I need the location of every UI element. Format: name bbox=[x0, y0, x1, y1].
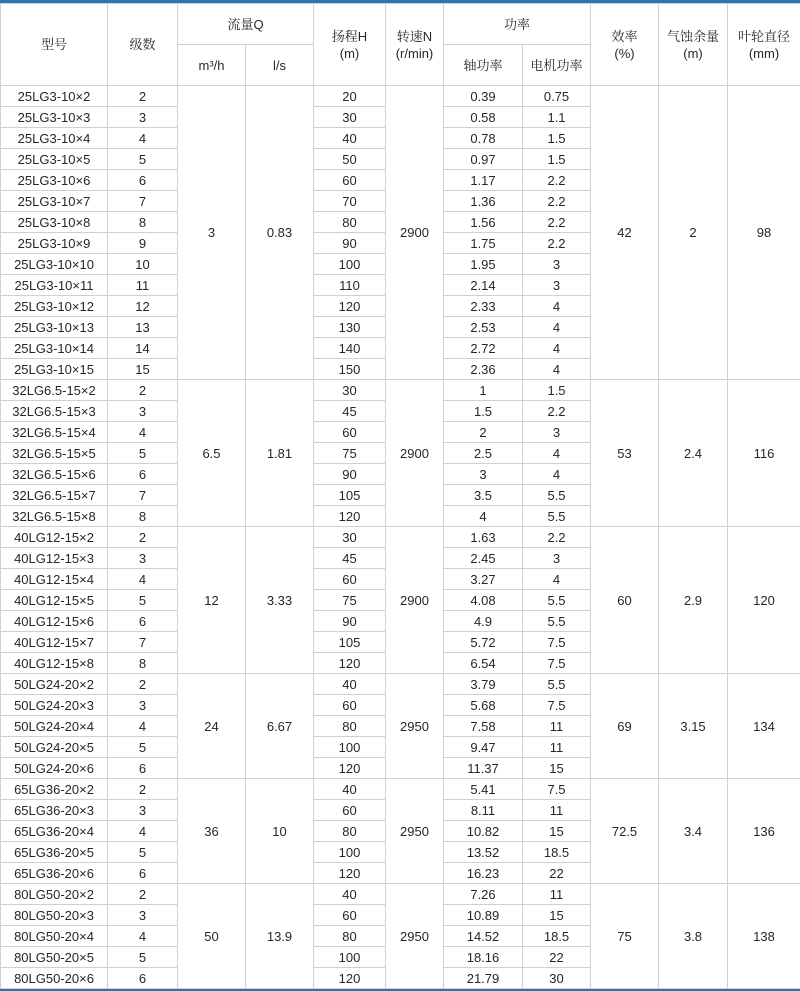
stages-cell: 11 bbox=[108, 275, 178, 296]
model-cell: 25LG3-10×15 bbox=[1, 359, 108, 380]
stages-cell: 2 bbox=[108, 527, 178, 548]
pump-spec-table bbox=[0, 3, 800, 989]
stages-cell: 5 bbox=[108, 443, 178, 464]
head-cell: 40 bbox=[314, 674, 386, 695]
npsh-cell: 3.15 bbox=[659, 674, 728, 779]
motor-power-cell: 4 bbox=[523, 338, 591, 359]
head-col-title: 扬程H bbox=[332, 29, 367, 44]
motor-power-cell: 1.5 bbox=[523, 380, 591, 401]
head-cell: 20 bbox=[314, 86, 386, 107]
head-cell: 90 bbox=[314, 464, 386, 485]
motor-power-cell: 4 bbox=[523, 569, 591, 590]
stages-cell: 8 bbox=[108, 506, 178, 527]
motor-power-cell: 11 bbox=[523, 716, 591, 737]
col-header-efficiency bbox=[591, 4, 659, 86]
head-cell: 80 bbox=[314, 926, 386, 947]
npsh-cell: 3.4 bbox=[659, 779, 728, 884]
head-cell: 105 bbox=[314, 632, 386, 653]
motor-power-cell: 15 bbox=[523, 905, 591, 926]
head-cell: 120 bbox=[314, 653, 386, 674]
shaft-power-cell: 1.56 bbox=[444, 212, 523, 233]
stages-cell: 7 bbox=[108, 485, 178, 506]
model-cell: 65LG36-20×2 bbox=[1, 779, 108, 800]
speed-cell: 2950 bbox=[386, 674, 444, 779]
stages-cell: 3 bbox=[108, 905, 178, 926]
model-cell: 25LG3-10×8 bbox=[1, 212, 108, 233]
motor-power-cell: 4 bbox=[523, 359, 591, 380]
col-header-npsh bbox=[659, 4, 728, 86]
npsh-col-title: 气蚀余量 bbox=[667, 29, 719, 44]
shaft-power-cell: 1.5 bbox=[444, 401, 523, 422]
shaft-power-cell: 11.37 bbox=[444, 758, 523, 779]
head-cell: 60 bbox=[314, 905, 386, 926]
motor-power-cell: 2.2 bbox=[523, 401, 591, 422]
model-cell: 65LG36-20×6 bbox=[1, 863, 108, 884]
stages-cell: 2 bbox=[108, 884, 178, 905]
motor-power-cell: 7.5 bbox=[523, 695, 591, 716]
head-cell: 140 bbox=[314, 338, 386, 359]
shaft-power-cell: 0.78 bbox=[444, 128, 523, 149]
motor-power-cell: 1.5 bbox=[523, 128, 591, 149]
npsh-cell: 2 bbox=[659, 86, 728, 380]
head-cell: 40 bbox=[314, 884, 386, 905]
shaft-power-cell: 2.36 bbox=[444, 359, 523, 380]
model-cell: 40LG12-15×8 bbox=[1, 653, 108, 674]
head-cell: 50 bbox=[314, 149, 386, 170]
stages-cell: 3 bbox=[108, 548, 178, 569]
shaft-power-cell: 1 bbox=[444, 380, 523, 401]
efficiency-col-unit: (%) bbox=[614, 46, 634, 61]
motor-power-cell: 30 bbox=[523, 968, 591, 989]
shaft-power-cell: 10.89 bbox=[444, 905, 523, 926]
efficiency-cell: 60 bbox=[591, 527, 659, 674]
head-cell: 100 bbox=[314, 254, 386, 275]
head-cell: 75 bbox=[314, 590, 386, 611]
shaft-power-cell: 2.33 bbox=[444, 296, 523, 317]
head-cell: 60 bbox=[314, 695, 386, 716]
stages-cell: 3 bbox=[108, 107, 178, 128]
speed-cell: 2950 bbox=[386, 779, 444, 884]
flow-ls-cell: 1.81 bbox=[246, 380, 314, 527]
impeller-cell: 136 bbox=[728, 779, 800, 884]
flow-m3h-cell: 24 bbox=[178, 674, 246, 779]
stages-cell: 6 bbox=[108, 170, 178, 191]
flow-ls-cell: 6.67 bbox=[246, 674, 314, 779]
model-cell: 25LG3-10×10 bbox=[1, 254, 108, 275]
model-cell: 50LG24-20×3 bbox=[1, 695, 108, 716]
model-cell: 40LG12-15×6 bbox=[1, 611, 108, 632]
stages-cell: 2 bbox=[108, 86, 178, 107]
shaft-power-cell: 3 bbox=[444, 464, 523, 485]
col-header-flow-m3h: m³/h bbox=[178, 45, 246, 86]
motor-power-cell: 5.5 bbox=[523, 611, 591, 632]
stages-cell: 4 bbox=[108, 569, 178, 590]
shaft-power-cell: 7.26 bbox=[444, 884, 523, 905]
shaft-power-cell: 13.52 bbox=[444, 842, 523, 863]
stages-cell: 6 bbox=[108, 758, 178, 779]
motor-power-cell: 5.5 bbox=[523, 590, 591, 611]
head-cell: 80 bbox=[314, 212, 386, 233]
stages-cell: 6 bbox=[108, 863, 178, 884]
flow-m3h-cell: 50 bbox=[178, 884, 246, 989]
impeller-col-title: 叶轮直径 bbox=[738, 29, 790, 44]
model-cell: 65LG36-20×5 bbox=[1, 842, 108, 863]
stages-cell: 10 bbox=[108, 254, 178, 275]
header-row-top bbox=[1, 4, 800, 45]
stages-cell: 5 bbox=[108, 842, 178, 863]
speed-cell: 2900 bbox=[386, 86, 444, 380]
flow-m3h-cell: 36 bbox=[178, 779, 246, 884]
head-cell: 45 bbox=[314, 401, 386, 422]
model-cell: 65LG36-20×4 bbox=[1, 821, 108, 842]
col-header-stages: 级数 bbox=[108, 4, 178, 86]
motor-power-cell: 3 bbox=[523, 422, 591, 443]
head-cell: 70 bbox=[314, 191, 386, 212]
stages-cell: 3 bbox=[108, 401, 178, 422]
speed-col-unit: (r/min) bbox=[396, 46, 434, 61]
stages-cell: 8 bbox=[108, 212, 178, 233]
shaft-power-cell: 6.54 bbox=[444, 653, 523, 674]
model-cell: 32LG6.5-15×3 bbox=[1, 401, 108, 422]
stages-cell: 5 bbox=[108, 947, 178, 968]
stages-cell: 6 bbox=[108, 611, 178, 632]
head-cell: 45 bbox=[314, 548, 386, 569]
motor-power-cell: 2.2 bbox=[523, 527, 591, 548]
stages-cell: 12 bbox=[108, 296, 178, 317]
flow-ls-cell: 0.83 bbox=[246, 86, 314, 380]
impeller-cell: 138 bbox=[728, 884, 800, 989]
motor-power-cell: 5.5 bbox=[523, 674, 591, 695]
efficiency-cell: 53 bbox=[591, 380, 659, 527]
stages-cell: 15 bbox=[108, 359, 178, 380]
shaft-power-cell: 2.5 bbox=[444, 443, 523, 464]
model-cell: 25LG3-10×11 bbox=[1, 275, 108, 296]
col-header-impeller bbox=[728, 4, 800, 86]
shaft-power-cell: 1.17 bbox=[444, 170, 523, 191]
motor-power-cell: 4 bbox=[523, 317, 591, 338]
efficiency-cell: 42 bbox=[591, 86, 659, 380]
table-row bbox=[1, 674, 800, 695]
motor-power-cell: 3 bbox=[523, 548, 591, 569]
table-header bbox=[1, 4, 800, 86]
impeller-col-unit: (mm) bbox=[749, 46, 779, 61]
motor-power-cell: 4 bbox=[523, 464, 591, 485]
col-header-model: 型号 bbox=[1, 4, 108, 86]
motor-power-cell: 2.2 bbox=[523, 233, 591, 254]
impeller-cell: 120 bbox=[728, 527, 800, 674]
model-cell: 25LG3-10×13 bbox=[1, 317, 108, 338]
model-cell: 40LG12-15×3 bbox=[1, 548, 108, 569]
model-cell: 40LG12-15×2 bbox=[1, 527, 108, 548]
speed-col-title: 转速N bbox=[397, 29, 432, 44]
model-cell: 25LG3-10×5 bbox=[1, 149, 108, 170]
shaft-power-cell: 2.14 bbox=[444, 275, 523, 296]
model-cell: 40LG12-15×5 bbox=[1, 590, 108, 611]
shaft-power-cell: 0.39 bbox=[444, 86, 523, 107]
motor-power-cell: 7.5 bbox=[523, 779, 591, 800]
shaft-power-cell: 4 bbox=[444, 506, 523, 527]
shaft-power-cell: 4.08 bbox=[444, 590, 523, 611]
shaft-power-cell: 3.79 bbox=[444, 674, 523, 695]
stages-cell: 3 bbox=[108, 695, 178, 716]
col-header-speed bbox=[386, 4, 444, 86]
model-cell: 80LG50-20×6 bbox=[1, 968, 108, 989]
speed-cell: 2950 bbox=[386, 884, 444, 989]
model-cell: 25LG3-10×6 bbox=[1, 170, 108, 191]
motor-power-cell: 2.2 bbox=[523, 170, 591, 191]
motor-power-cell: 18.5 bbox=[523, 926, 591, 947]
shaft-power-cell: 2 bbox=[444, 422, 523, 443]
model-cell: 50LG24-20×6 bbox=[1, 758, 108, 779]
model-cell: 50LG24-20×5 bbox=[1, 737, 108, 758]
flow-m3h-cell: 12 bbox=[178, 527, 246, 674]
motor-power-cell: 7.5 bbox=[523, 632, 591, 653]
model-cell: 25LG3-10×12 bbox=[1, 296, 108, 317]
head-cell: 90 bbox=[314, 611, 386, 632]
shaft-power-cell: 10.82 bbox=[444, 821, 523, 842]
model-cell: 80LG50-20×5 bbox=[1, 947, 108, 968]
stages-cell: 14 bbox=[108, 338, 178, 359]
stages-cell: 2 bbox=[108, 380, 178, 401]
flow-m3h-cell: 6.5 bbox=[178, 380, 246, 527]
head-col-unit: (m) bbox=[340, 46, 360, 61]
model-cell: 50LG24-20×4 bbox=[1, 716, 108, 737]
motor-power-cell: 1.5 bbox=[523, 149, 591, 170]
shaft-power-cell: 2.53 bbox=[444, 317, 523, 338]
model-cell: 80LG50-20×3 bbox=[1, 905, 108, 926]
model-cell: 32LG6.5-15×8 bbox=[1, 506, 108, 527]
stages-cell: 13 bbox=[108, 317, 178, 338]
shaft-power-cell: 16.23 bbox=[444, 863, 523, 884]
shaft-power-cell: 3.5 bbox=[444, 485, 523, 506]
stages-cell: 8 bbox=[108, 653, 178, 674]
motor-power-cell: 2.2 bbox=[523, 191, 591, 212]
shaft-power-cell: 21.79 bbox=[444, 968, 523, 989]
shaft-power-cell: 0.97 bbox=[444, 149, 523, 170]
head-cell: 120 bbox=[314, 863, 386, 884]
flow-ls-cell: 13.9 bbox=[246, 884, 314, 989]
col-header-flow: 流量Q bbox=[178, 4, 314, 45]
efficiency-cell: 69 bbox=[591, 674, 659, 779]
stages-cell: 4 bbox=[108, 716, 178, 737]
motor-power-cell: 11 bbox=[523, 884, 591, 905]
model-cell: 50LG24-20×2 bbox=[1, 674, 108, 695]
motor-power-cell: 15 bbox=[523, 758, 591, 779]
stages-cell: 5 bbox=[108, 149, 178, 170]
model-cell: 32LG6.5-15×7 bbox=[1, 485, 108, 506]
model-cell: 25LG3-10×2 bbox=[1, 86, 108, 107]
motor-power-cell: 3 bbox=[523, 275, 591, 296]
stages-cell: 4 bbox=[108, 128, 178, 149]
motor-power-cell: 3 bbox=[523, 254, 591, 275]
table-row bbox=[1, 527, 800, 548]
flow-m3h-cell: 3 bbox=[178, 86, 246, 380]
col-header-power: 功率 bbox=[444, 4, 591, 45]
motor-power-cell: 4 bbox=[523, 443, 591, 464]
stages-cell: 9 bbox=[108, 233, 178, 254]
efficiency-cell: 72.5 bbox=[591, 779, 659, 884]
head-cell: 40 bbox=[314, 779, 386, 800]
model-cell: 32LG6.5-15×4 bbox=[1, 422, 108, 443]
head-cell: 60 bbox=[314, 800, 386, 821]
motor-power-cell: 22 bbox=[523, 947, 591, 968]
model-cell: 25LG3-10×4 bbox=[1, 128, 108, 149]
table-body bbox=[1, 86, 800, 989]
shaft-power-cell: 5.68 bbox=[444, 695, 523, 716]
stages-cell: 7 bbox=[108, 191, 178, 212]
stages-cell: 6 bbox=[108, 464, 178, 485]
model-cell: 32LG6.5-15×2 bbox=[1, 380, 108, 401]
shaft-power-cell: 7.58 bbox=[444, 716, 523, 737]
motor-power-cell: 7.5 bbox=[523, 653, 591, 674]
npsh-cell: 3.8 bbox=[659, 884, 728, 989]
motor-power-cell: 4 bbox=[523, 296, 591, 317]
efficiency-cell: 75 bbox=[591, 884, 659, 989]
head-cell: 105 bbox=[314, 485, 386, 506]
table-row bbox=[1, 86, 800, 107]
speed-cell: 2900 bbox=[386, 527, 444, 674]
motor-power-cell: 22 bbox=[523, 863, 591, 884]
shaft-power-cell: 5.41 bbox=[444, 779, 523, 800]
table-row bbox=[1, 380, 800, 401]
motor-power-cell: 11 bbox=[523, 737, 591, 758]
stages-cell: 4 bbox=[108, 926, 178, 947]
col-header-shaft-power: 轴功率 bbox=[444, 45, 523, 86]
head-cell: 120 bbox=[314, 758, 386, 779]
head-cell: 90 bbox=[314, 233, 386, 254]
motor-power-cell: 15 bbox=[523, 821, 591, 842]
shaft-power-cell: 14.52 bbox=[444, 926, 523, 947]
shaft-power-cell: 1.75 bbox=[444, 233, 523, 254]
shaft-power-cell: 5.72 bbox=[444, 632, 523, 653]
shaft-power-cell: 9.47 bbox=[444, 737, 523, 758]
speed-cell: 2900 bbox=[386, 380, 444, 527]
head-cell: 40 bbox=[314, 128, 386, 149]
impeller-cell: 134 bbox=[728, 674, 800, 779]
stages-cell: 5 bbox=[108, 590, 178, 611]
shaft-power-cell: 3.27 bbox=[444, 569, 523, 590]
motor-power-cell: 1.1 bbox=[523, 107, 591, 128]
shaft-power-cell: 1.95 bbox=[444, 254, 523, 275]
head-cell: 80 bbox=[314, 716, 386, 737]
model-cell: 80LG50-20×2 bbox=[1, 884, 108, 905]
shaft-power-cell: 2.45 bbox=[444, 548, 523, 569]
model-cell: 40LG12-15×4 bbox=[1, 569, 108, 590]
head-cell: 150 bbox=[314, 359, 386, 380]
shaft-power-cell: 1.63 bbox=[444, 527, 523, 548]
head-cell: 100 bbox=[314, 737, 386, 758]
head-cell: 30 bbox=[314, 527, 386, 548]
motor-power-cell: 11 bbox=[523, 800, 591, 821]
model-cell: 40LG12-15×7 bbox=[1, 632, 108, 653]
impeller-cell: 98 bbox=[728, 86, 800, 380]
head-cell: 100 bbox=[314, 947, 386, 968]
flow-ls-cell: 10 bbox=[246, 779, 314, 884]
flow-ls-cell: 3.33 bbox=[246, 527, 314, 674]
table-row bbox=[1, 779, 800, 800]
model-cell: 32LG6.5-15×5 bbox=[1, 443, 108, 464]
head-cell: 80 bbox=[314, 821, 386, 842]
shaft-power-cell: 0.58 bbox=[444, 107, 523, 128]
motor-power-cell: 5.5 bbox=[523, 485, 591, 506]
model-cell: 25LG3-10×7 bbox=[1, 191, 108, 212]
model-cell: 32LG6.5-15×6 bbox=[1, 464, 108, 485]
head-cell: 110 bbox=[314, 275, 386, 296]
stages-cell: 4 bbox=[108, 821, 178, 842]
shaft-power-cell: 2.72 bbox=[444, 338, 523, 359]
motor-power-cell: 0.75 bbox=[523, 86, 591, 107]
shaft-power-cell: 8.11 bbox=[444, 800, 523, 821]
stages-cell: 2 bbox=[108, 674, 178, 695]
head-cell: 60 bbox=[314, 569, 386, 590]
head-cell: 120 bbox=[314, 296, 386, 317]
col-header-motor-power: 电机功率 bbox=[523, 45, 591, 86]
npsh-cell: 2.9 bbox=[659, 527, 728, 674]
npsh-cell: 2.4 bbox=[659, 380, 728, 527]
motor-power-cell: 18.5 bbox=[523, 842, 591, 863]
head-cell: 120 bbox=[314, 506, 386, 527]
head-cell: 60 bbox=[314, 422, 386, 443]
model-cell: 65LG36-20×3 bbox=[1, 800, 108, 821]
stages-cell: 2 bbox=[108, 779, 178, 800]
table-row bbox=[1, 884, 800, 905]
head-cell: 30 bbox=[314, 107, 386, 128]
col-header-head bbox=[314, 4, 386, 86]
head-cell: 130 bbox=[314, 317, 386, 338]
model-cell: 25LG3-10×14 bbox=[1, 338, 108, 359]
head-cell: 100 bbox=[314, 842, 386, 863]
head-cell: 75 bbox=[314, 443, 386, 464]
motor-power-cell: 5.5 bbox=[523, 506, 591, 527]
shaft-power-cell: 18.16 bbox=[444, 947, 523, 968]
stages-cell: 6 bbox=[108, 968, 178, 989]
motor-power-cell: 2.2 bbox=[523, 212, 591, 233]
col-header-flow-ls: l/s bbox=[246, 45, 314, 86]
head-cell: 60 bbox=[314, 170, 386, 191]
model-cell: 25LG3-10×3 bbox=[1, 107, 108, 128]
stages-cell: 5 bbox=[108, 737, 178, 758]
model-cell: 80LG50-20×4 bbox=[1, 926, 108, 947]
head-cell: 30 bbox=[314, 380, 386, 401]
shaft-power-cell: 4.9 bbox=[444, 611, 523, 632]
npsh-col-unit: (m) bbox=[683, 46, 703, 61]
stages-cell: 4 bbox=[108, 422, 178, 443]
shaft-power-cell: 1.36 bbox=[444, 191, 523, 212]
efficiency-col-title: 效率 bbox=[612, 29, 638, 44]
stages-cell: 7 bbox=[108, 632, 178, 653]
impeller-cell: 116 bbox=[728, 380, 800, 527]
model-cell: 25LG3-10×9 bbox=[1, 233, 108, 254]
stages-cell: 3 bbox=[108, 800, 178, 821]
head-cell: 120 bbox=[314, 968, 386, 989]
